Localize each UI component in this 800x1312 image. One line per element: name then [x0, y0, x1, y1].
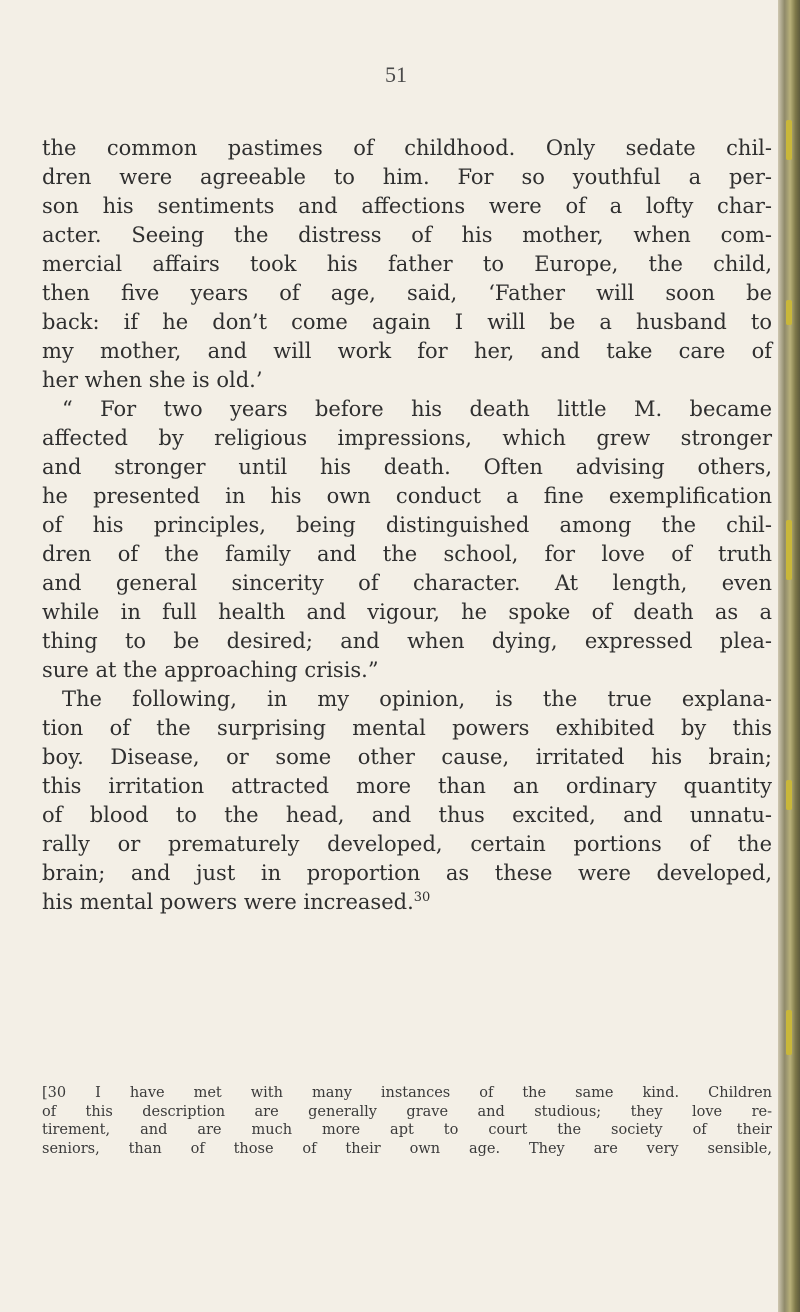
body-line: of blood to the head, and thus excited, and unnatu- — [42, 803, 772, 827]
body-line: tion of the surprising mental powers exhibited by this — [42, 716, 772, 740]
body-line: acter. Seeing the distress of his mother, when com- — [42, 223, 772, 247]
body-line: and stronger until his death. Often advising others, — [42, 455, 772, 479]
body-line: her when she is old.’ — [42, 368, 263, 392]
body-line: dren of the family and the school, for love of truth — [42, 542, 772, 566]
body-line: “ For two years before his death little M. became — [62, 397, 772, 421]
footnote-line: seniors, than of those of their own age. They are very sensible, — [42, 1140, 772, 1157]
body-line: The following, in my opinion, is the true explana- — [62, 687, 772, 711]
body-line: back: if he don’t come again I will be a husband to — [42, 310, 772, 334]
body-line-final — [42, 888, 772, 917]
body-line: while in full health and vigour, he spoke of death as a — [42, 600, 772, 624]
body-line: then five years of age, said, ‘Father will soon be — [42, 281, 772, 305]
body-line: brain; and just in proportion as these were developed, — [42, 861, 772, 885]
body-line: the common pastimes of childhood. Only sedate chil- — [42, 136, 772, 160]
body-line: my mother, and will work for her, and take care of — [42, 339, 772, 363]
page-number: 51 — [385, 62, 407, 87]
body-line: this irritation attracted more than an ordinary quantity — [42, 774, 772, 798]
body-line: thing to be desired; and when dying, expressed plea- — [42, 629, 772, 653]
body-line: dren were agreeable to him. For so youthful a per- — [42, 165, 772, 189]
body-line: boy. Disease, or some other cause, irritated his brain; — [42, 745, 772, 769]
footnote-line: tirement, and are much more apt to court the society of their — [42, 1122, 772, 1138]
body-line: sure at the approaching crisis.” — [42, 658, 379, 682]
footnote-line: of this description are generally grave and studious; they love re- — [42, 1103, 772, 1120]
body-line: and general sincerity of character. At length, even — [42, 571, 772, 595]
body-line: of his principles, being distinguished among the chil- — [42, 513, 772, 537]
body-line: affected by religious impressions, which grew stronger — [42, 426, 772, 450]
footnote — [42, 1084, 772, 1158]
page-binding-edge — [778, 0, 800, 1312]
footnote-line: [30 I have met with many instances of the same kind. Children — [42, 1085, 772, 1101]
body-line: mercial affairs took his father to Europe, the child, — [42, 252, 772, 276]
body-line: he presented in his own conduct a fine exemplification — [42, 484, 772, 508]
body-line: rally or prematurely developed, certain portions of the — [42, 832, 772, 856]
body-line: his mental powers were increased. — [42, 890, 414, 914]
body-line: son his sentiments and affections were of a lofty char- — [42, 194, 772, 218]
footnote-reference: 30 — [413, 890, 431, 905]
body-text — [42, 134, 772, 917]
